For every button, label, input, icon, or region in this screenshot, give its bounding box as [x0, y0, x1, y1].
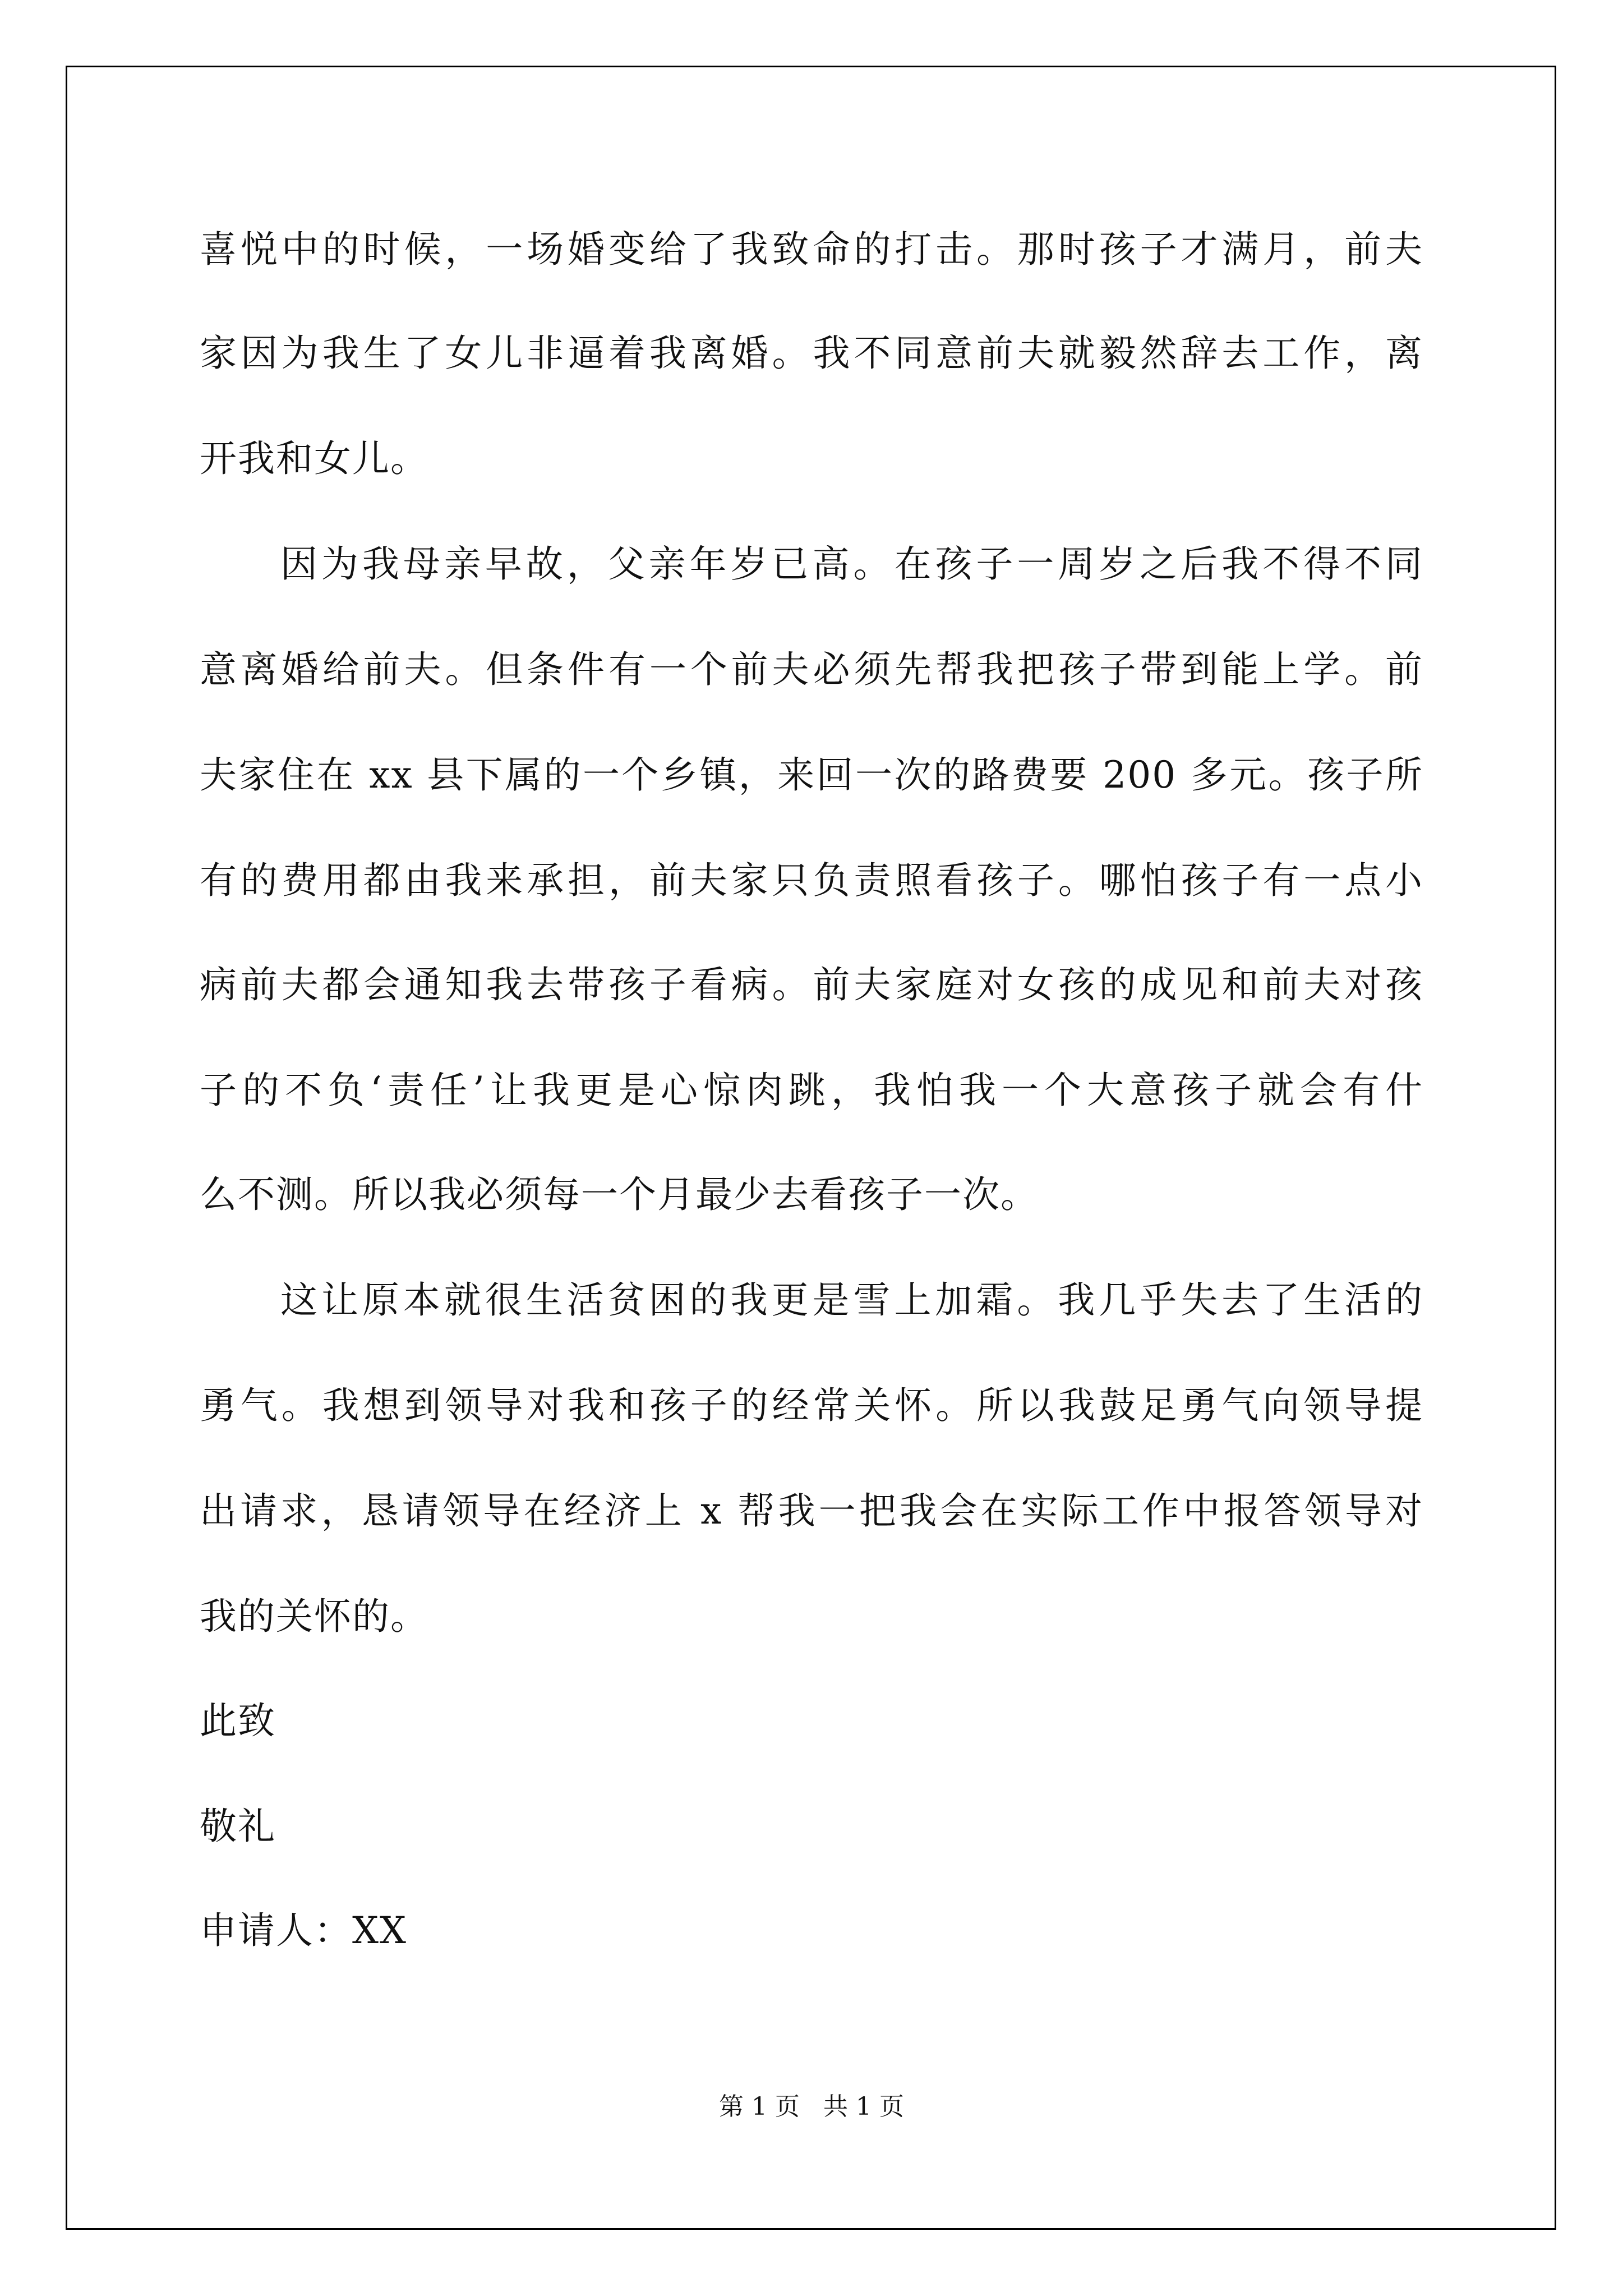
paragraph-2-line-4: 有的费用都由我来承担，前夫家只负责照看孩子。哪怕孩子有一点小	[200, 859, 1423, 902]
paragraph-3-line-1: 这让原本就很生活贫困的我更是雪上加霜。我几乎失去了生活的	[280, 1278, 1423, 1322]
closing-respect: 敬礼	[200, 1805, 276, 1848]
paragraph-3-line-4: 我的关怀的。	[200, 1595, 428, 1638]
closing-applicant: 申请人：XX	[200, 1909, 407, 1952]
paragraph-2-line-3: 夫家住在 xx 县下属的一个乡镇，来回一次的路费要 200 多元。孩子所	[200, 753, 1423, 797]
paragraph-2-line-2: 意离婚给前夫。但条件有一个前夫必须先帮我把孩子带到能上学。前	[200, 648, 1423, 691]
paragraph-1-line-2: 家因为我生了女儿非逼着我离婚。我不同意前夫就毅然辞去工作，离	[200, 332, 1423, 375]
page-border	[66, 66, 1556, 2230]
paragraph-2-line-5: 病前夫都会通知我去带孩子看病。前夫家庭对女孩的成见和前夫对孩	[200, 963, 1423, 1006]
page-number-footer: 第 1 页 共 1 页	[719, 2092, 904, 2121]
closing-salutation: 此致	[200, 1699, 276, 1742]
paragraph-2-line-7: 么不测。所以我必须每一个月最少去看孩子一次。	[200, 1173, 1039, 1216]
paragraph-3-line-3: 出请求，恳请领导在经济上 x 帮我一把我会在实际工作中报答领导对	[200, 1489, 1423, 1533]
paragraph-1-line-1: 喜悦中的时候，一场婚变给了我致命的打击。那时孩子才满月，前夫	[200, 228, 1423, 271]
paragraph-2-line-6: 子的不负‘责任’让我更是心惊肉跳，我怕我一个大意孩子就会有什	[200, 1069, 1423, 1112]
paragraph-3-line-2: 勇气。我想到领导对我和孩子的经常关怀。所以我鼓足勇气向领导提	[200, 1384, 1423, 1427]
paragraph-2-line-1: 因为我母亲早故，父亲年岁已高。在孩子一周岁之后我不得不同	[280, 542, 1423, 586]
paragraph-1-line-3: 开我和女儿。	[200, 437, 428, 480]
